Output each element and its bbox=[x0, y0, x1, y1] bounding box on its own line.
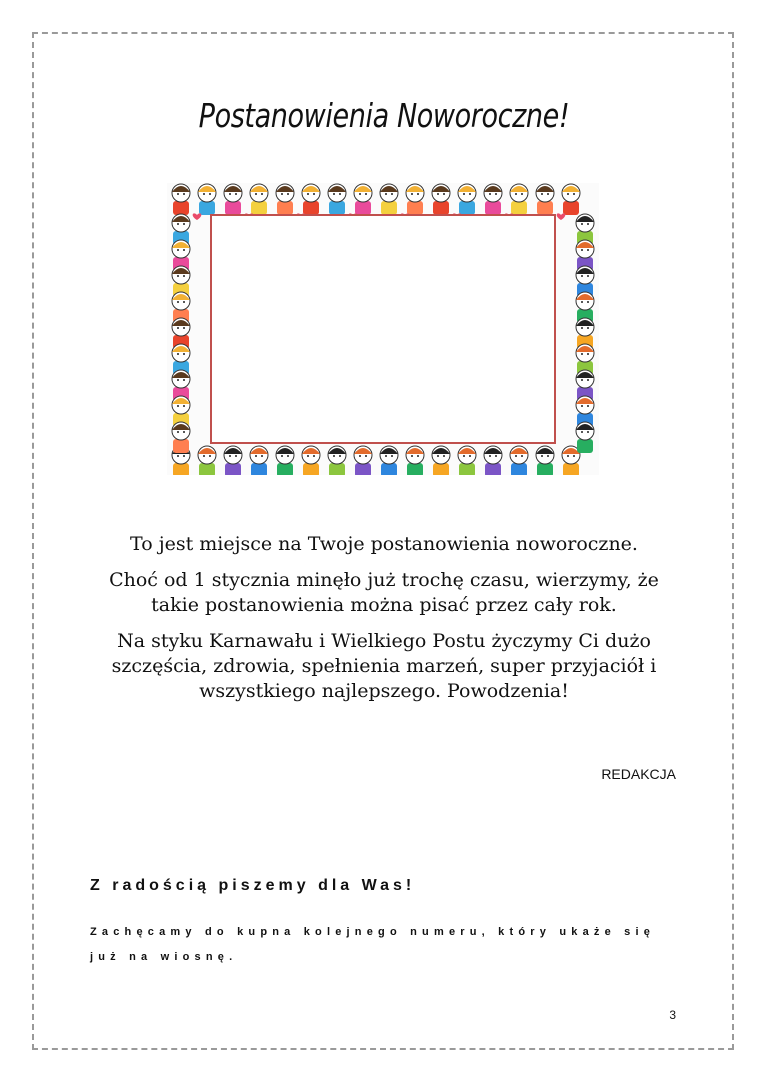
child-figure bbox=[510, 184, 528, 215]
section-heading: Z radością piszemy dla Was! bbox=[90, 877, 416, 894]
child-figure bbox=[576, 422, 594, 453]
child-figure bbox=[406, 446, 424, 475]
child-figure bbox=[380, 184, 398, 215]
child-figure bbox=[276, 184, 294, 215]
child-figure bbox=[432, 446, 450, 475]
child-figure bbox=[276, 446, 294, 475]
page-title: Postanowienia Noworoczne! bbox=[198, 96, 570, 135]
child-figure bbox=[302, 446, 320, 475]
child-figure bbox=[380, 446, 398, 475]
child-figure bbox=[250, 184, 268, 215]
page-number: 3 bbox=[669, 1008, 676, 1022]
child-figure bbox=[354, 446, 372, 475]
children-frame-icon bbox=[167, 183, 599, 475]
child-figure bbox=[406, 184, 424, 215]
child-figure bbox=[432, 184, 450, 215]
paragraph-2: Choć od 1 stycznia minęło już trochę czasu, wierzymy, że takie postanowienia można pisać przez cały rok. bbox=[109, 569, 659, 616]
child-figure bbox=[536, 446, 554, 475]
child-figure bbox=[302, 184, 320, 215]
child-figure bbox=[224, 446, 242, 475]
child-figure bbox=[484, 184, 502, 215]
body-text bbox=[96, 532, 672, 715]
child-figure bbox=[510, 446, 528, 475]
child-figure bbox=[172, 184, 190, 215]
child-figure bbox=[224, 184, 242, 215]
child-figure bbox=[458, 184, 476, 215]
signature: REDAKCJA bbox=[601, 766, 676, 782]
paragraph-3: Na styku Karnawału i Wielkiego Postu życzymy Ci dużo szczęścia, zdrowia, spełnienia marzeń, super przyjaciół i wszystkiego najlepszego. Powodzenia! bbox=[111, 630, 657, 702]
child-figure bbox=[484, 446, 502, 475]
child-figure bbox=[328, 446, 346, 475]
child-figure bbox=[562, 184, 580, 215]
invitation-text: Zachęcamy do kupna kolejnego numeru, który ukaże się już na wiosnę. bbox=[90, 926, 656, 963]
child-figure bbox=[354, 184, 372, 215]
child-figure bbox=[172, 422, 190, 453]
child-figure bbox=[536, 184, 554, 215]
child-figure bbox=[328, 184, 346, 215]
paragraph-1: To jest miejsce na Twoje postanowienia noworoczne. bbox=[130, 533, 638, 555]
child-figure bbox=[198, 446, 216, 475]
child-figure bbox=[250, 446, 268, 475]
children-frame-illustration bbox=[167, 183, 599, 475]
child-figure bbox=[458, 446, 476, 475]
child-figure bbox=[198, 184, 216, 215]
